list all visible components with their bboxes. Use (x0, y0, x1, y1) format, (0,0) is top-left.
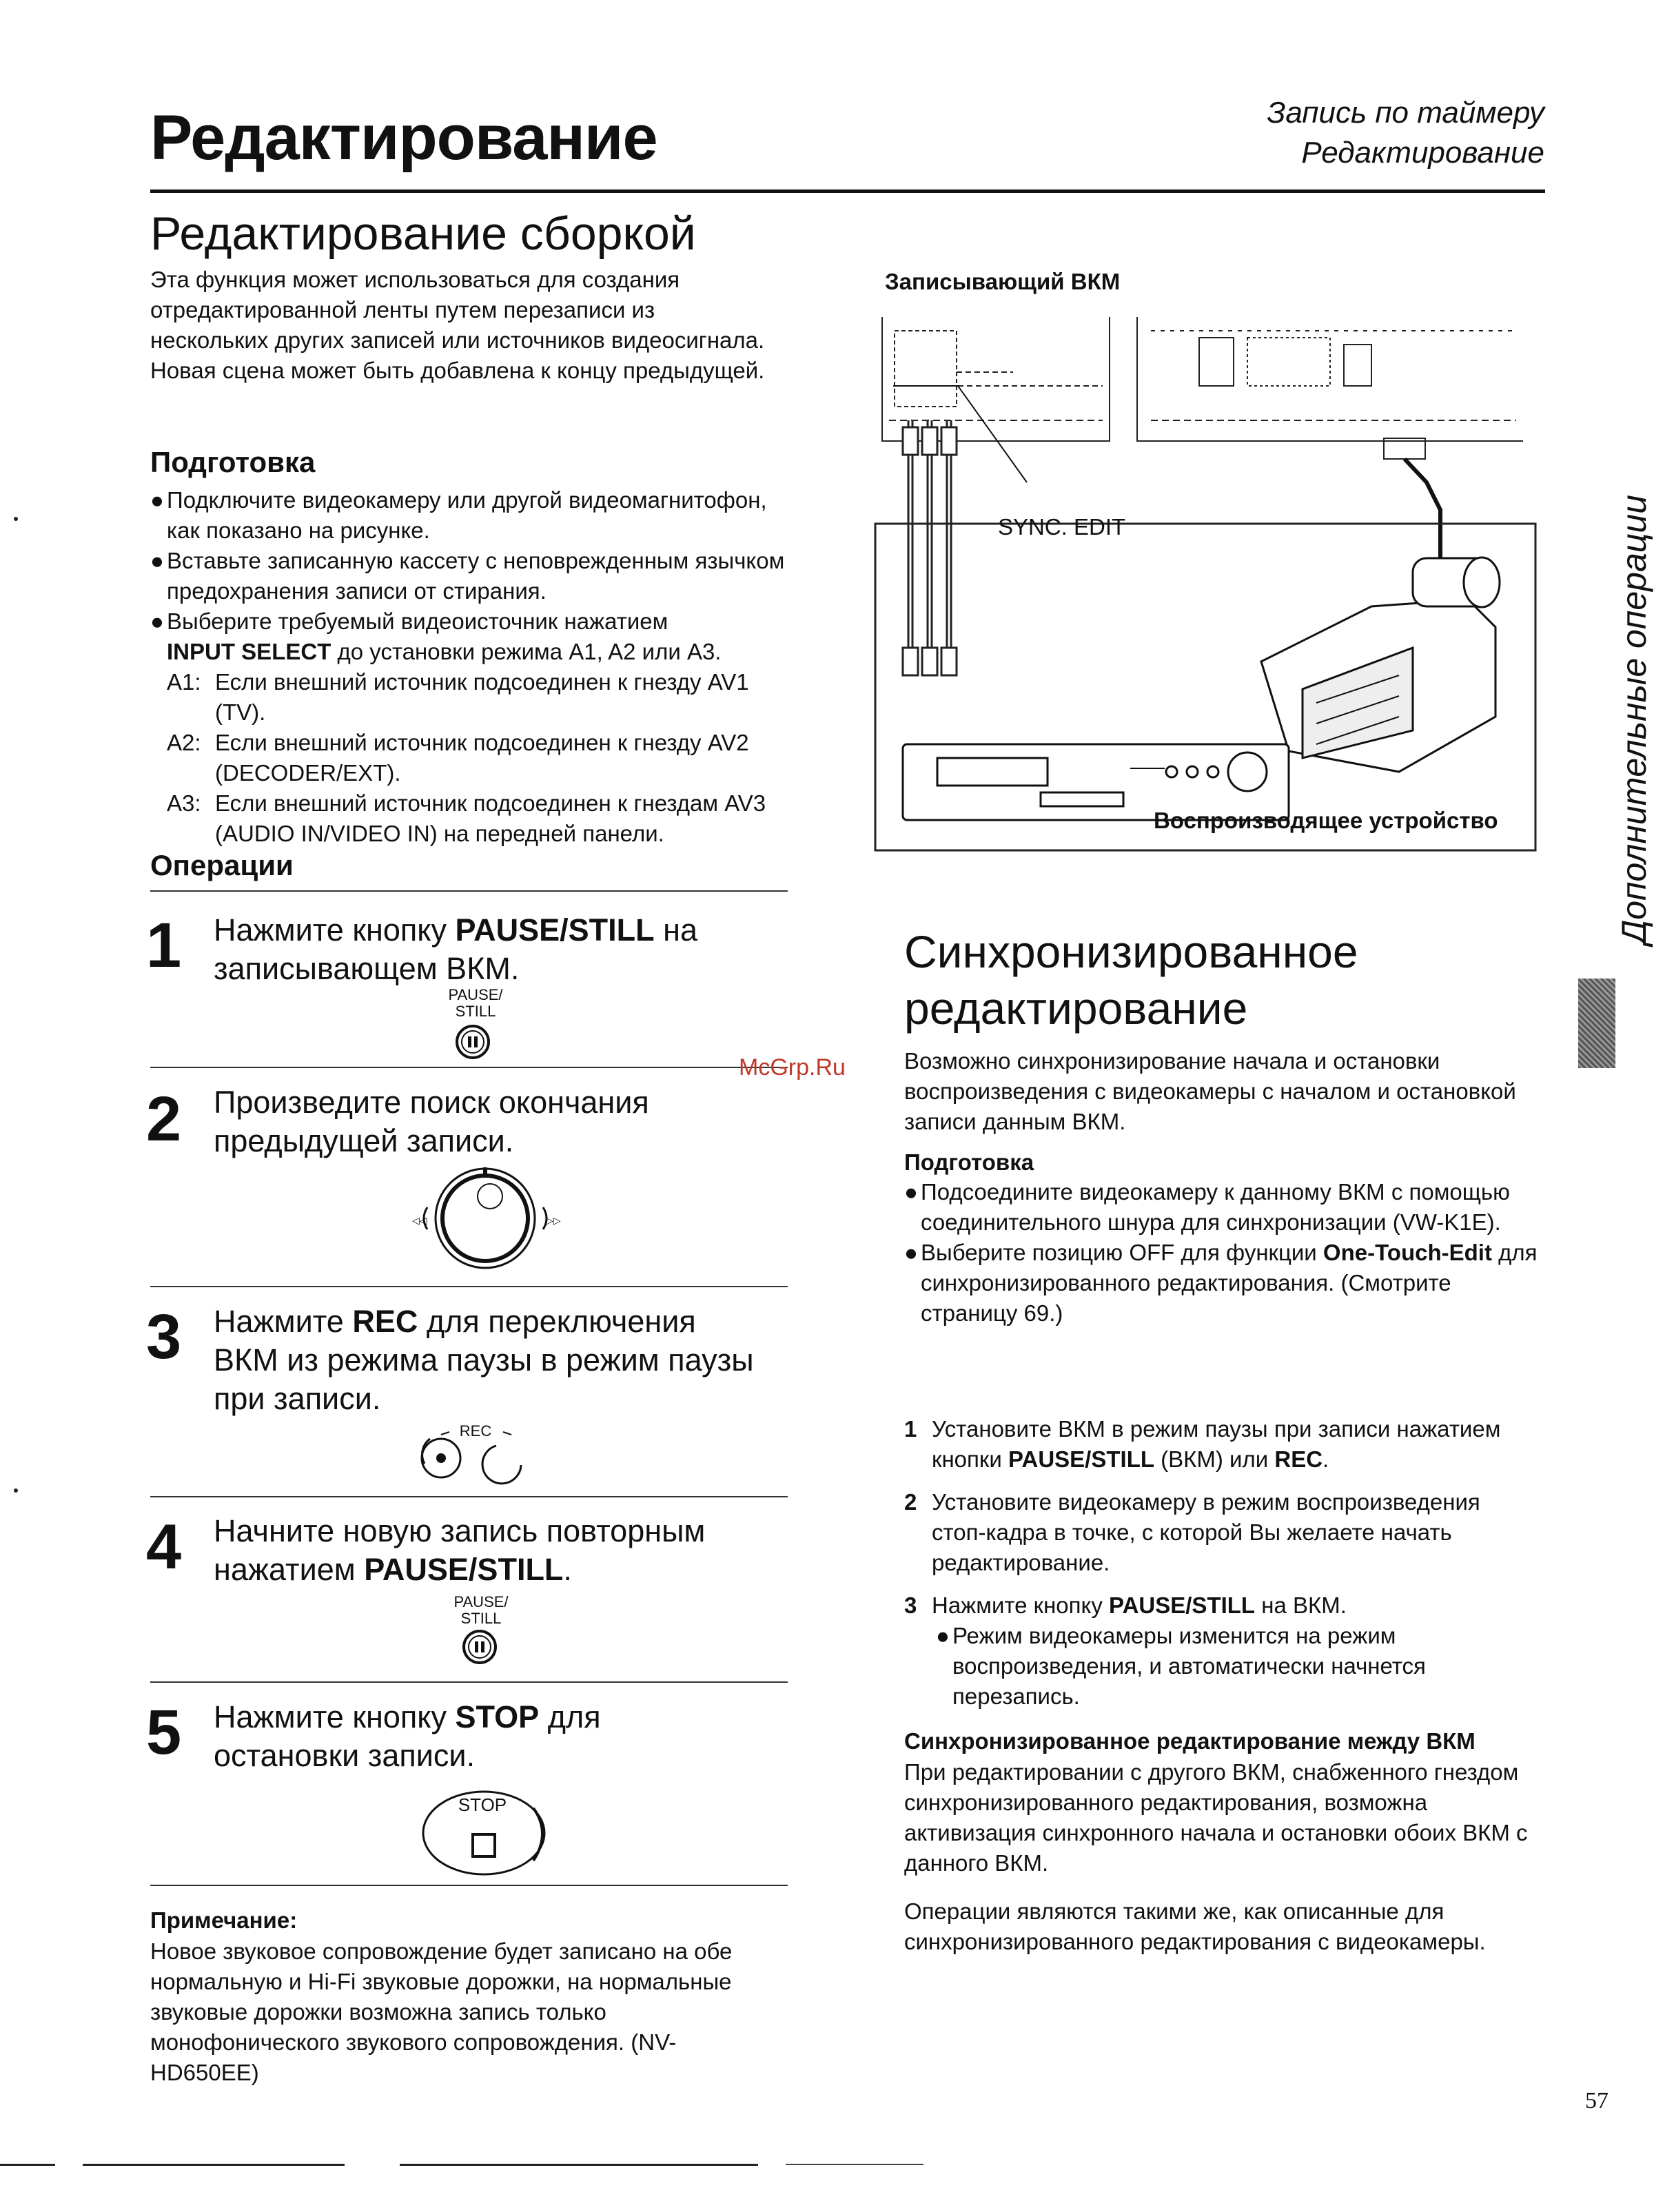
av-text: Если внешний источник подсоединен к гнездам AV3 (AUDIO IN/VIDEO IN) на передней панели. (215, 790, 766, 846)
pause-still-label: PAUSE/ STILL (453, 1593, 509, 1627)
divider (150, 1496, 788, 1497)
list-item: ● Выберите требуемый видеоисточник нажатием INPUT SELECT до установки режима A1, A2 или A3. (150, 608, 722, 664)
item-text-part: Установите ВКМ в режим паузы при записи нажатием кнопки (932, 1416, 1501, 1472)
rca-cables (903, 420, 957, 675)
av-key: A3: (167, 790, 201, 816)
item-text: Установите видеокамеру в режим воспроизведения стоп-кадра в точке, с которой Вы желаете начать редактирование. (932, 1489, 1480, 1575)
scan-edge (83, 2164, 345, 2166)
step-4-text (214, 1512, 779, 1589)
list-item (904, 1414, 1538, 1475)
svg-text:◁◁: ◁◁ (412, 1215, 427, 1226)
side-tab-label: Дополнительные операции (1615, 494, 1653, 944)
scan-dot (14, 1488, 18, 1493)
scan-edge (400, 2164, 758, 2166)
item-number: 2 (904, 1489, 917, 1515)
av-key: A1: (167, 669, 201, 695)
header-divider (150, 190, 1545, 193)
sub-item: ● Режим видеокамеры изменится на режим воспроизведения, и автоматически начнется перезапись. (936, 1623, 1426, 1709)
item-text (932, 1414, 1538, 1475)
side-tab-marker (1578, 979, 1615, 1068)
list-item: ● Подсоедините видеокамеру к данному ВКМ с помощью соединительного шнура для синхронизации (VW-K1E). (904, 1179, 1510, 1235)
page-title: Редактирование (150, 103, 657, 173)
item-text-bold: PAUSE/STILL (1008, 1446, 1155, 1472)
one-touch-edit-label: One-Touch-Edit (1323, 1240, 1492, 1265)
input-select-label: INPUT SELECT (167, 639, 331, 664)
scan-edge (0, 2164, 55, 2166)
step-text-pre: Начните новую запись повторным нажатием (214, 1513, 706, 1587)
step-text-bold: PAUSE/STILL (455, 912, 655, 948)
step-text-pre: Нажмите (214, 1304, 353, 1339)
vcr-sync-text: При редактировании с другого ВКМ, снабженного гнездом синхронизированного редактирования, возможна активизация синхронного начала и остановки обоих ВКМ с данного ВКМ. (904, 1759, 1528, 1876)
recorder-label: Записывающий ВКМ (885, 269, 1121, 294)
sync-prep-heading: Подготовка (904, 1149, 1034, 1175)
step-number: 3 (146, 1302, 182, 1372)
step-text-post: для остановки записи. (214, 1699, 601, 1773)
page-number: 57 (1585, 2088, 1609, 2113)
item-text-part: . (1323, 1446, 1329, 1472)
step-number: 1 (146, 910, 182, 981)
recorder-vcr-back-panel (882, 317, 1110, 441)
note-text: Новое звуковое сопровождение будет записано на обе нормальную и Hi-Fi звуковые дорожки, на нормальные звуковые дорожки возможна запись только монофонического звукового сопровождения. (NV-HD650EE) (150, 1938, 733, 2085)
step-text-bold: REC (352, 1304, 418, 1339)
camcorder-icon (1261, 557, 1500, 772)
prep-item-3: Выберите требуемый видеоисточник нажатием (167, 608, 668, 634)
sync-intro: Возможно синхронизирование начала и остановки воспроизведения с видеокамеры с началом и остановкой записи данным ВКМ. (904, 1048, 1516, 1134)
sync-heading-line-2: редактирование (904, 983, 1248, 1034)
sub-item-text: Режим видеокамеры изменится на режим воспроизведения, и автоматически начнется перезапись. (952, 1623, 1426, 1709)
pause-still-label: PAUSE/ STILL (448, 986, 503, 1020)
item-text-part: (ВКМ) или (1154, 1446, 1275, 1472)
av-option-a1 (150, 667, 798, 728)
side-tab (1578, 345, 1653, 965)
divider (150, 890, 788, 892)
header-line-2: Редактирование (1301, 136, 1544, 170)
item-text-part: на ВКМ. (1255, 1593, 1347, 1618)
list-item: ● Вставьте записанную кассету с неповрежденным язычком предохранения записи от стирания. (150, 548, 785, 604)
rec-label: REC (459, 1422, 492, 1440)
sync-cable (1405, 459, 1440, 558)
step-1-text (214, 911, 779, 988)
sync-prep-item-2: Выберите позицию OFF для функции (921, 1240, 1323, 1265)
divider (150, 1067, 788, 1068)
rec-button-icon (411, 1422, 542, 1487)
pause-button-icon (452, 1021, 493, 1063)
av-text: Если внешний источник подсоединен к гнезду AV1 (TV). (215, 669, 749, 725)
sync-heading-line-1: Синхронизированное (904, 926, 1358, 977)
operations-heading: Операции (150, 849, 294, 881)
recorder-vcr-right-panel (1137, 317, 1523, 459)
item-number: 1 (904, 1416, 917, 1442)
scan-dot (14, 517, 18, 521)
av-key: A2: (167, 730, 201, 755)
connection-diagram (875, 303, 1537, 854)
sync-heading (904, 923, 1358, 1036)
scan-edge (786, 2164, 923, 2165)
item-number: 3 (904, 1593, 917, 1618)
watermark: McGrp.Ru (739, 1054, 846, 1081)
step-text-bold: PAUSE/STILL (364, 1552, 564, 1587)
player-label: Воспроизводящее устройство (1154, 808, 1498, 833)
step-2-text: Произведите поиск окончания предыдущей записи. (214, 1085, 649, 1158)
vcr-sync-heading: Синхронизированное редактирование между ВКМ (904, 1728, 1476, 1754)
list-item (904, 1590, 1538, 1712)
step-number: 5 (146, 1697, 182, 1768)
av-option-a3 (150, 788, 798, 849)
item-text (932, 1590, 1538, 1712)
intro-paragraph-2: Новая сцена может быть добавлена к концу предыдущей. (150, 358, 765, 383)
prep-item-1: Подключите видеокамеру или другой видеомагнитофон, как показано на рисунке. (167, 487, 767, 543)
divider (150, 1681, 788, 1683)
item-text-bold: REC (1274, 1446, 1323, 1472)
prep-item-2: Вставьте записанную кассету с неповрежденным язычком предохранения записи от стирания. (167, 548, 785, 604)
assemble-heading: Редактирование сборкой (150, 207, 696, 260)
step-number: 2 (146, 1084, 182, 1154)
svg-text:▷▷: ▷▷ (546, 1215, 561, 1226)
step-text-pre: Нажмите кнопку (214, 1699, 456, 1734)
step-text-bold: STOP (455, 1699, 540, 1734)
item-text-part: Нажмите кнопку (932, 1593, 1110, 1618)
sync-prep-list (904, 1177, 1538, 1329)
assemble-intro (150, 265, 770, 386)
list-item: ● Выберите позицию OFF для функции One-Touch-Edit для синхронизированного редактирования. (Смотрите страницу 69.) (904, 1240, 1538, 1326)
step-text-post: для переключения ВКМ из режима паузы в режим паузы при записи. (214, 1304, 754, 1416)
note-heading: Примечание: (150, 1907, 298, 1933)
step-3-text (214, 1302, 765, 1418)
step-number: 4 (146, 1512, 182, 1582)
sync-prep-item-2-end: для синхронизированного редактирования. (Смотрите страницу 69.) (921, 1240, 1538, 1326)
sync-prep-item-1: Подсоедините видеокамеру к данному ВКМ с помощью соединительного шнура для синхронизации (VW-K1E). (921, 1179, 1510, 1235)
section-header (1267, 93, 1544, 173)
divider (150, 1885, 788, 1886)
step-text-post: . (563, 1552, 572, 1587)
step-text-pre: Нажмите кнопку (214, 912, 456, 948)
step-text-post: на записывающем ВКМ. (214, 912, 698, 986)
pause-button-icon (459, 1626, 500, 1668)
divider (150, 1286, 788, 1287)
list-item: ● Подключите видеокамеру или другой видеомагнитофон, как показано на рисунке. (150, 487, 767, 543)
step-5-text (214, 1698, 696, 1775)
av-text: Если внешний источник подсоединен к гнезду AV2 (DECODER/EXT). (215, 730, 749, 786)
stop-label: STOP (458, 1794, 507, 1815)
prep-list (150, 485, 798, 849)
prep-item-3-end: до установки режима A1, A2 или A3. (337, 639, 722, 664)
item-text-bold: PAUSE/STILL (1109, 1593, 1256, 1618)
header-line-1: Запись по таймеру (1267, 96, 1544, 130)
av-option-a2 (150, 728, 798, 788)
list-item (904, 1487, 1538, 1578)
intro-paragraph-1: Эта функция может использоваться для создания отредактированной ленты путем перезаписи из нескольких других записей или источников видеосигнала. (150, 267, 765, 353)
prep-heading: Подготовка (150, 446, 316, 478)
ops-text: Операции являются такими же, как описанные для синхронизированного редактирования с видеокамеры. (904, 1898, 1486, 1954)
sync-steps (904, 1414, 1538, 1724)
jog-dial-icon (400, 1165, 572, 1268)
sync-edit-label: SYNC. EDIT (998, 514, 1126, 540)
